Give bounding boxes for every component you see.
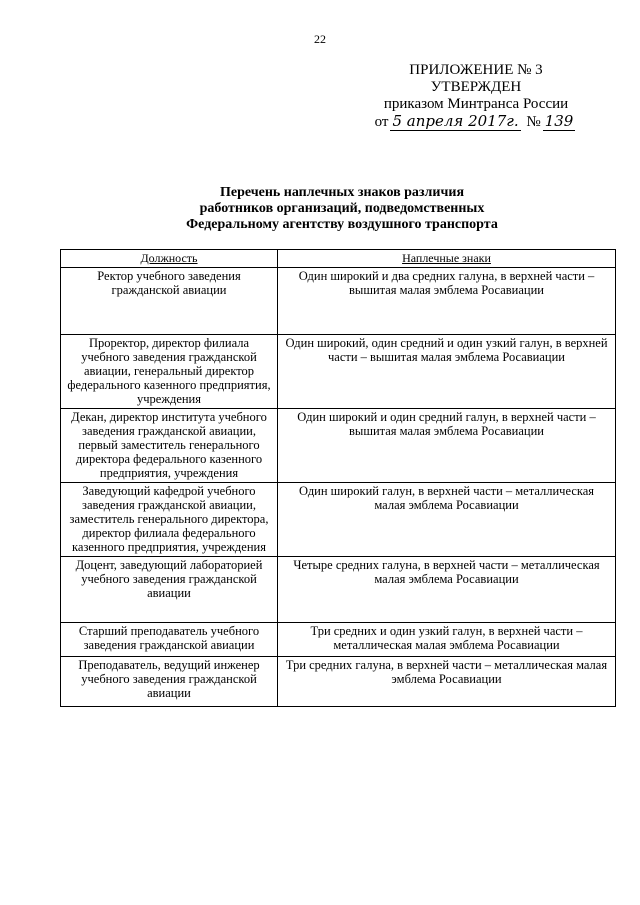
document-title — [60, 185, 624, 233]
order-date-handwritten: 5 апреля 2017г. — [392, 112, 519, 130]
insignia-cell: Три средних и один узкий галун, в верхней части – металлическая малая эмблема Росавиации — [278, 623, 616, 657]
table-row — [61, 557, 616, 623]
table-row — [61, 657, 616, 707]
title-line-1: Перечень наплечных знаков различия — [219, 185, 465, 200]
table-row — [61, 335, 616, 409]
order-number-sign: № — [526, 114, 541, 130]
position-cell: Декан, директор института учебного заведения гражданской авиации, первый заместитель генерального директора федерального казенного предприятия, учреждения — [61, 409, 278, 483]
position-cell: Преподаватель, ведущий инженер учебного заведения гражданской авиации — [61, 657, 278, 707]
approved-label: УТВЕРЖДЕН — [430, 79, 522, 95]
table-row — [61, 268, 616, 335]
position-cell: Заведующий кафедрой учебного заведения гражданской авиации, заместитель генерального директора, директор филиала федерального казенного предприятия, учреждения — [61, 483, 278, 557]
order-number-handwritten: 139 — [544, 112, 574, 130]
page-number: 22 — [314, 32, 326, 46]
insignia-cell: Один широкий, один средний и один узкий галун, в верхней части – вышитая малая эмблема Росавиации — [278, 335, 616, 409]
insignia-cell: Один широкий и один средний галун, в верхней части – вышитая малая эмблема Росавиации — [278, 409, 616, 483]
insignia-cell: Один широкий и два средних галуна, в верхней части – вышитая малая эмблема Росавиации — [278, 268, 616, 335]
approval-block — [360, 62, 592, 131]
appendix-label: ПРИЛОЖЕНИЕ № 3 — [409, 62, 543, 78]
table-header-row — [61, 250, 616, 268]
order-date-line — [360, 113, 592, 131]
position-cell: Старший преподаватель учебного заведения гражданской авиации — [61, 623, 278, 657]
title-line-3: Федеральному агентству воздушного транспорта — [186, 217, 498, 232]
table-row — [61, 483, 616, 557]
position-cell: Проректор, директор филиала учебного заведения гражданской авиации, генеральный директор федерального казенного предприятия, учреждения — [61, 335, 278, 409]
header-insignia: Наплечные знаки — [278, 250, 616, 268]
insignia-table — [60, 249, 616, 707]
position-cell: Ректор учебного заведения гражданской авиации — [61, 268, 278, 335]
insignia-cell: Три средних галуна, в верхней части – металлическая малая эмблема Росавиации — [278, 657, 616, 707]
title-line-2: работников организаций, подведомственных — [199, 201, 485, 216]
table-row — [61, 623, 616, 657]
insignia-cell: Четыре средних галуна, в верхней части – металлическая малая эмблема Росавиации — [278, 557, 616, 623]
insignia-cell: Один широкий галун, в верхней части – металлическая малая эмблема Росавиации — [278, 483, 616, 557]
position-cell: Доцент, заведующий лабораторией учебного заведения гражданской авиации — [61, 557, 278, 623]
table-row — [61, 409, 616, 483]
order-from-label: от — [374, 114, 389, 130]
header-position: Должность — [61, 250, 278, 268]
order-label: приказом Минтранса России — [383, 96, 569, 112]
